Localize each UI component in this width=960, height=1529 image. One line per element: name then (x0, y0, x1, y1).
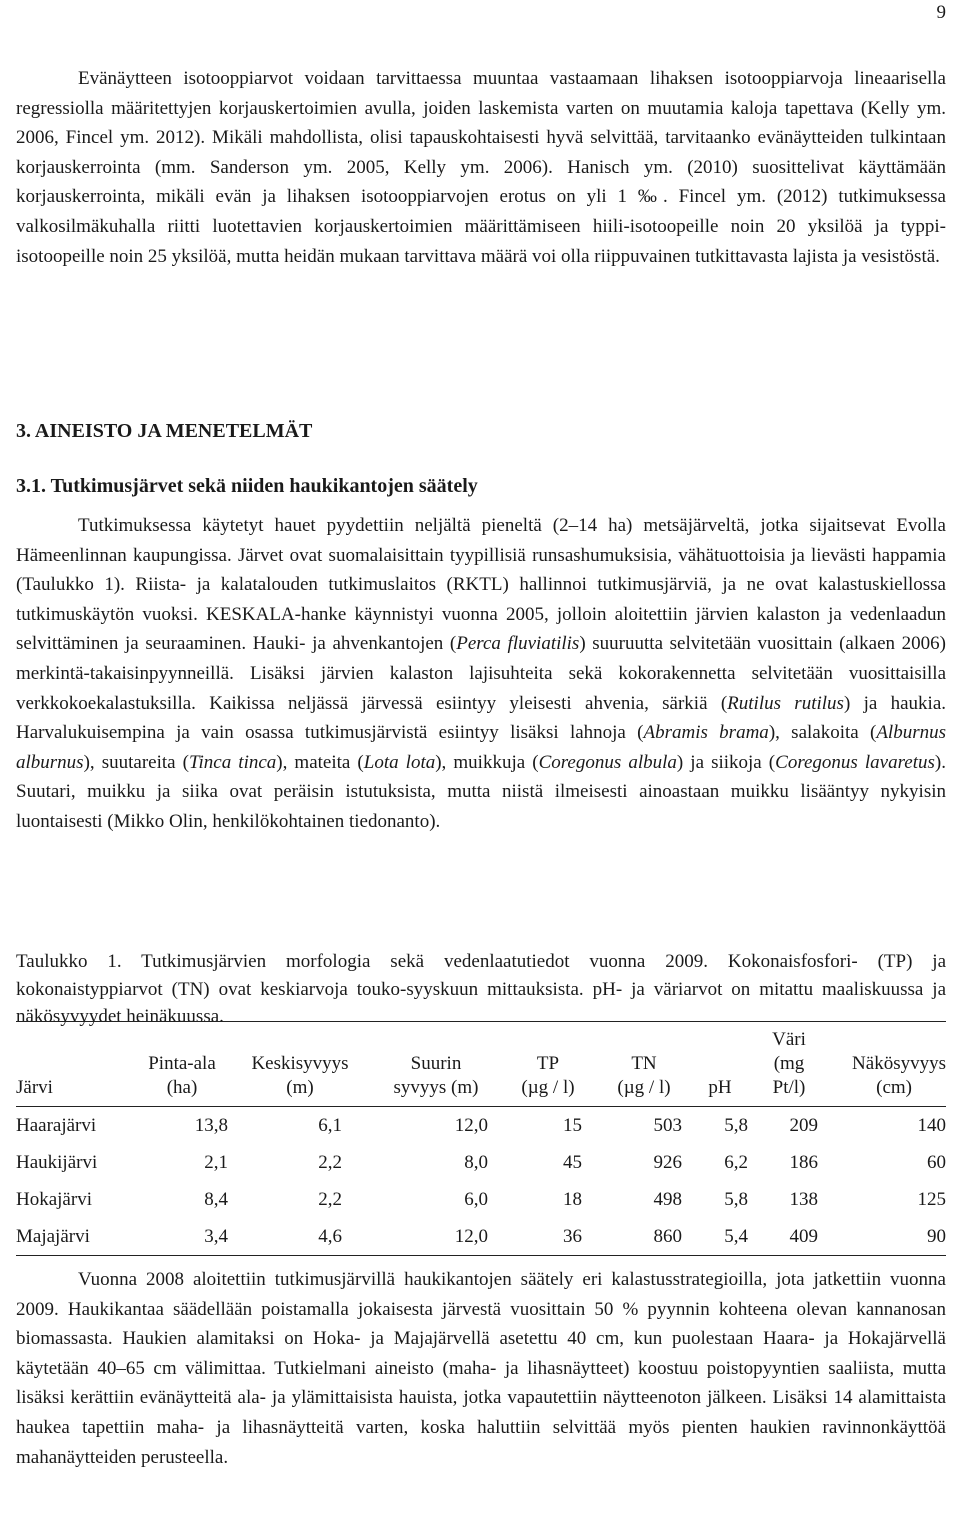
text-run: ), muikkuja ( (435, 751, 539, 773)
table-header-row (16, 1022, 946, 1107)
text-run: ) ja siikoja ( (676, 751, 776, 773)
cell-area: 3,4 (204, 1225, 228, 1247)
cell-secchi: 125 (917, 1188, 946, 1210)
header-secchi: Näkösyvyys (cm) (852, 1053, 946, 1098)
cell-lake: Haarajärvi (16, 1114, 97, 1136)
cell-secchi: 140 (917, 1114, 946, 1136)
cell-ph: 5,8 (724, 1114, 748, 1136)
cell-area: 13,8 (194, 1114, 228, 1136)
paragraph-text: Evänäytteen isotooppiarvot voidaan tarvittaessa muuntaa vastaamaan lihaksen isotooppiarvoja lineaarisella regressiolla määritettyjen korjauskertoimien avulla, joiden laskemista varten on muutamia kaloja tapettava (Kelly ym. 2006, Fincel ym. 2012). Mikäli mahdollista, olisi tapauskohtaisesti hyvä selvittää, tarvitaanko evänäytteiden tulkintaan korjauskerrointa (mm. Sanderson ym. 2005, Kelly ym. 2006). Hanisch ym. (2010) suosittelivat käyttämään korjauskerrointa, mikäli evän ja lihaksen isotooppiarvojen erotus on yli 1 ‰. Fincel ym. (2012) tutkimuksessa valkosilmäkuhalla riitti luotettavien korjauskertoimien määrittämiseen hiili-isotoopeille noin 20 yksilöä ja typpi-isotoopeille noin 25 yksilöä, mutta heidän mukaan tarvittava määrä voi olla riippuvainen tutkittavasta lajista ja vesistöstä. (16, 68, 946, 267)
paragraph-study-lakes (16, 511, 946, 837)
cell-mean-depth: 2,2 (318, 1188, 342, 1210)
lake-data-table (16, 1021, 946, 1256)
cell-ph: 5,8 (724, 1188, 748, 1210)
cell-mean-depth: 6,1 (318, 1114, 342, 1136)
header-area: Pinta-ala (ha) (148, 1053, 216, 1098)
cell-max-depth: 8,0 (464, 1151, 488, 1173)
cell-max-depth: 12,0 (454, 1225, 488, 1247)
cell-area: 2,1 (204, 1151, 228, 1173)
cell-area: 8,4 (204, 1188, 228, 1210)
cell-secchi: 90 (927, 1225, 946, 1247)
header-tp: TP (µg / l) (521, 1053, 575, 1098)
cell-tn: 926 (653, 1151, 682, 1173)
cell-max-depth: 6,0 (464, 1188, 488, 1210)
cell-secchi: 60 (927, 1151, 946, 1173)
cell-color: 209 (789, 1114, 818, 1136)
text-run: ) ja haukia. Harvalukuisempina ja vain osassa tutkimusjärvistä esiintyy lisäksi lahnoja ( (16, 692, 946, 744)
header-lake: Järvi (16, 1077, 53, 1098)
cell-ph: 5,4 (724, 1225, 748, 1247)
cell-tn: 503 (653, 1114, 682, 1136)
species-name: Abramis brama (643, 722, 769, 744)
cell-tp: 45 (563, 1151, 582, 1173)
header-color: Väri (mg Pt/l) (772, 1029, 806, 1098)
table-caption: Taulukko 1. Tutkimusjärvien morfologia sekä vedenlaatutiedot vuonna 2009. Kokonaisfosfori- (TP) ja kokonaistyppiarvot (TN) ovat keskiarvoja touko-syyskuun mittauksista. pH- ja väriarvot on mitattu maaliskuussa ja näkösyvyydet heinäkuussa. (16, 951, 946, 1027)
paragraph-isotope-correction (16, 64, 946, 271)
cell-mean-depth: 4,6 (318, 1225, 342, 1247)
paragraph-pike-regulation (16, 1265, 946, 1472)
section-heading: 3. AINEISTO JA MENETELMÄT (16, 420, 313, 442)
text-run: ), salakoita ( (768, 722, 877, 744)
text-run: Tutkimuksessa käytetyt hauet pyydettiin neljältä pieneltä (2–14 ha) metsäjärveltä, jotka sijaitsevat Evolla Hämeenlinnan kaupungissa. Järvet ovat suomalaisittain tyypillisiä runsashumuksisia, vähätuottoisia ja lievästi happamia (Taulukko 1). Riista- ja kalatalouden tutkimuslaitos (RKTL) hallinnoi tutkimusjärviä, ja ne ovat kalastuskiellossa tutkimuskäytön vuoksi. KESKALA-hanke käynnistyi vuonna 2005, jolloin aloitettiin järvien kalaston ja vedenlaadun selvittäminen ja seuraaminen. Hauki- ja ahvenkantojen ( (16, 515, 946, 655)
page-number: 9 (936, 2, 946, 23)
text-run: ), suutareita ( (83, 751, 189, 773)
table-row (16, 1181, 946, 1218)
cell-mean-depth: 2,2 (318, 1151, 342, 1173)
subsection-heading: 3.1. Tutkimusjärvet sekä niiden haukikantojen säätely (16, 475, 478, 497)
header-mean-depth: Keskisyvyys (m) (251, 1053, 349, 1098)
text-run: ) suuruutta selvitetään vuosittain (alkaen 2006) merkintä-takaisinpyynneillä. Lisäksi järvien kalaston lajisuhteita sekä kokorakennetta selvitetään vuosittaisilla verkkokoekalastuksilla. Kaikissa neljässä järvessä esiintyy yleisesti ahvenia, särkiä ( (16, 633, 946, 714)
species-name: Coregonus lavaretus (775, 751, 935, 773)
paragraph-text: Vuonna 2008 aloitettiin tutkimusjärvillä haukikantojen säätely eri kalastusstrategioilla, jota jatkettiin vuonna 2009. Haukikantaa säädellään poistamalla jokaisesta järvestä vuosittain 50 % pyynnin kohteena olevan kannanosan biomassasta. Haukien alamitaksi on Hoka- ja Majajärvellä asetettu 40 cm, kun puolestaan Haara- ja Hokajärvellä käytetään 40–65 cm välimittaa. Tutkielmani aineisto (maha- ja lihasnäytteet) koostuu poistopyyntien saaliista, mutta lisäksi kerättiin evänäytteitä ala- ja ylämittaisista hauista, jotka vapautettiin näytteenoton jälkeen. Lisäksi 14 alamittaista haukea tapettiin maha- ja lihasnäytteitä varten, koska haluttiin selvittää myös pienten haukien ravinnonkäyttöä mahanäytteiden perusteella. (16, 1269, 946, 1468)
text-run: ). Suutari, muikku ja siika ovat peräisin istutuksista, mutta niistä ilmeisesti ainoastaan muikku lisääntyy nykyisin luontaisesti (Mikko Olin, henkilökohtainen tiedonanto). (16, 751, 946, 832)
table-row (16, 1144, 946, 1181)
cell-tn: 498 (653, 1188, 682, 1210)
species-name: Alburnus alburnus (16, 722, 947, 773)
cell-lake: Haukijärvi (16, 1151, 98, 1173)
cell-color: 138 (789, 1188, 818, 1210)
text-run: ), mateita ( (276, 751, 364, 773)
cell-color: 186 (789, 1151, 818, 1173)
species-name: Coregonus albula (538, 751, 677, 773)
cell-lake: Majajärvi (16, 1225, 90, 1247)
species-name: Lota lota (363, 751, 436, 773)
cell-tp: 36 (563, 1225, 582, 1247)
header-max-depth: Suurin syvyys (m) (393, 1053, 479, 1098)
cell-tp: 18 (563, 1188, 582, 1210)
cell-tn: 860 (653, 1225, 682, 1247)
species-name: Perca fluviatilis (456, 633, 580, 655)
species-name: Rutilus rutilus (727, 692, 844, 714)
table-row (16, 1107, 946, 1145)
header-ph: pH (708, 1077, 732, 1098)
table-row (16, 1218, 946, 1256)
species-name: Tinca tinca (188, 751, 277, 773)
header-tn: TN (µg / l) (617, 1053, 671, 1098)
cell-ph: 6,2 (724, 1151, 748, 1173)
cell-tp: 15 (563, 1114, 582, 1136)
cell-lake: Hokajärvi (16, 1188, 92, 1210)
cell-color: 409 (789, 1225, 818, 1247)
cell-max-depth: 12,0 (454, 1114, 488, 1136)
